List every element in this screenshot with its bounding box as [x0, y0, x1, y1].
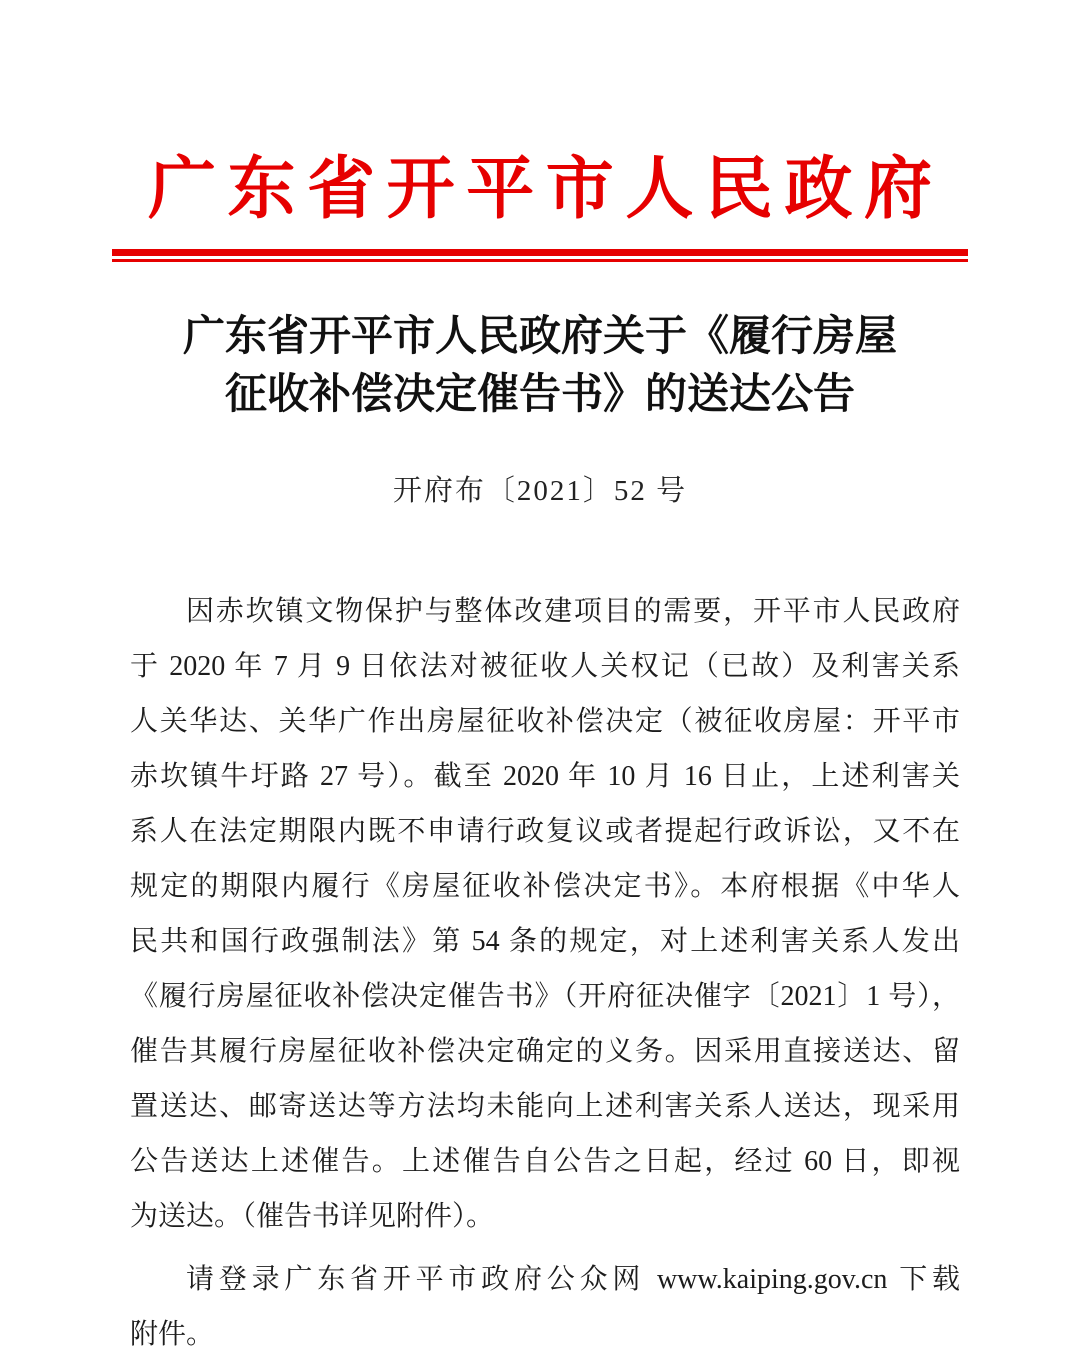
body-line: 请登录广东省开平市政府公众网 www.kaiping.gov.cn 下载: [186, 1264, 960, 1295]
body-line: 规定的期限内履行《房屋征收补偿决定书》。本府根据《中华人: [130, 871, 960, 902]
body-line: 置送达、邮寄送达等方法均未能向上述利害关系人送达，现采用: [130, 1091, 960, 1122]
document-number: 开府布〔2021〕52 号: [392, 475, 688, 507]
masthead-rule: [112, 249, 968, 262]
body-line: 为送达。（催告书详见附件）。: [130, 1201, 495, 1232]
body-line: 系人在法定期限内既不申请行政复议或者提起行政诉讼，又不在: [130, 816, 960, 847]
document-title: [90, 308, 990, 424]
body-line: 赤坎镇牛圩路 27 号）。截至 2020 年 10 月 16 日止，上述利害关: [130, 761, 960, 792]
rule-thick-bar: [112, 249, 968, 256]
document-title-line-2: 征收补偿决定催告书》的送达公告: [224, 372, 855, 418]
document-title-line-1: 广东省开平市人民政府关于《履行房屋: [182, 314, 897, 360]
body-line: 附件。: [130, 1319, 215, 1350]
body-line: 《履行房屋征收补偿决定催告书》（开府征决催字〔2021〕1 号），: [130, 981, 960, 1012]
document-body: [130, 584, 960, 1362]
body-line: 因赤坎镇文物保护与整体改建项目的需要，开平市人民政府: [186, 596, 960, 627]
body-paragraph-1: [130, 584, 960, 1244]
body-line: 催告其履行房屋征收补偿决定确定的义务。因采用直接送达、留: [130, 1036, 960, 1067]
masthead-title: 广东省开平市人民政府: [147, 151, 944, 227]
body-line: 公告送达上述催告。上述催告自公告之日起，经过 60 日，即视: [130, 1146, 960, 1177]
body-line: 人关华达、关华广作出房屋征收补偿决定（被征收房屋：开平市: [130, 706, 960, 737]
rule-thin-bar: [112, 259, 968, 262]
body-line: 于 2020 年 7 月 9 日依法对被征收人关权记（已故）及利害关系: [130, 651, 960, 682]
body-paragraph-2: [130, 1252, 960, 1362]
body-line: 民共和国行政强制法》第 54 条的规定，对上述利害关系人发出: [130, 926, 960, 957]
